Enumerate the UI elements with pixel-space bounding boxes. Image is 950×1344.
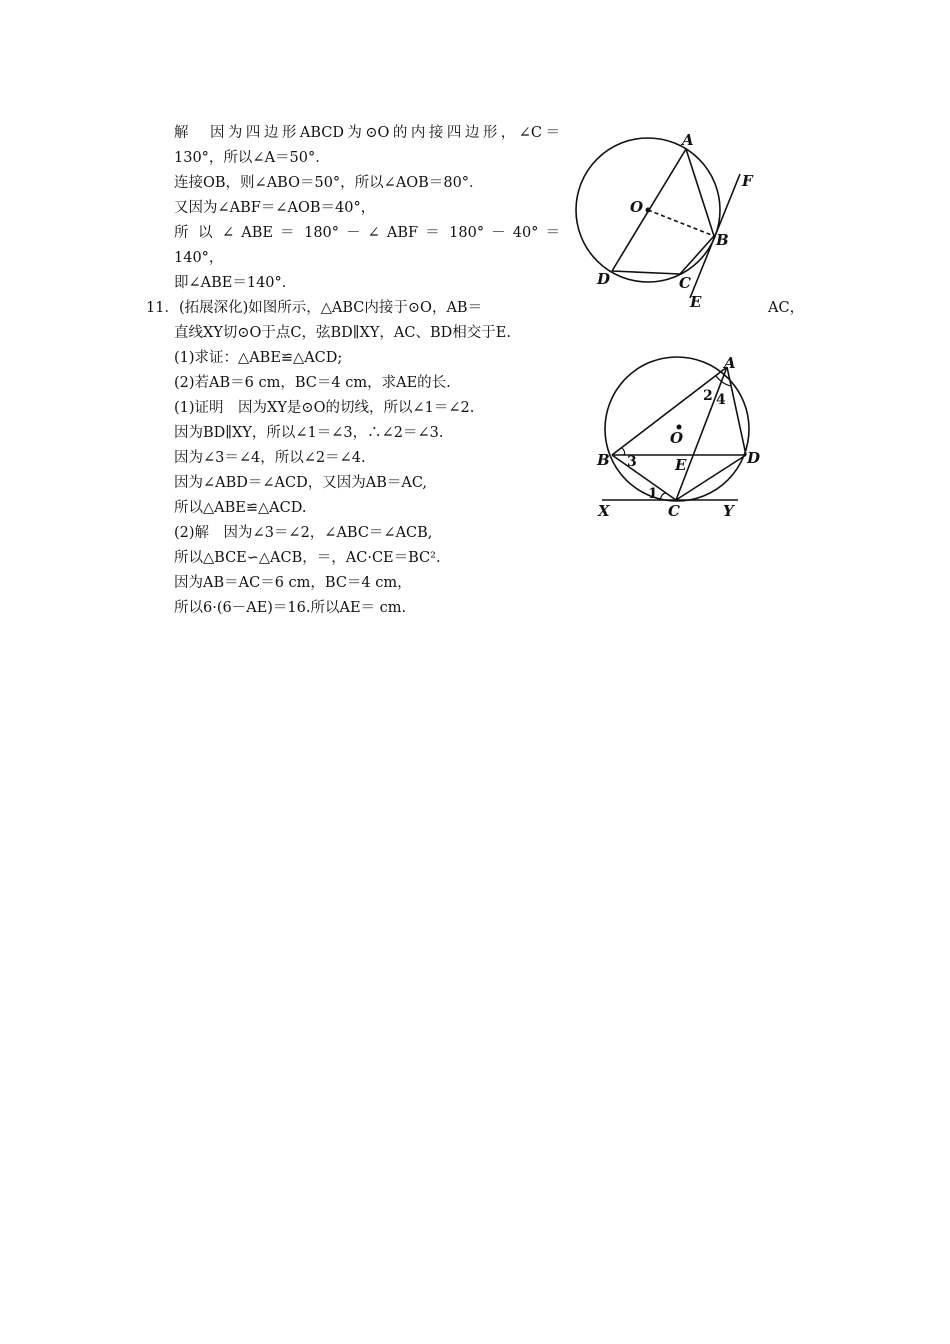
problem-11-trailing: AC， <box>768 300 805 316</box>
proof-line: 所以6·(6－AE)＝16.所以AE＝ cm. <box>174 600 407 616</box>
label-b2: B <box>597 451 610 469</box>
solution-line: 140°， <box>174 250 224 266</box>
proof-line: (1)证明 因为XY是⊙O的切线，所以∠1＝∠2. <box>174 400 475 416</box>
label-c2: C <box>668 502 680 520</box>
angle-label-2: 2 <box>703 388 713 404</box>
label-o: O <box>630 198 644 216</box>
angle-arc-b <box>622 448 625 455</box>
proof-line: 所以△ABE≌△ACD. <box>174 500 307 516</box>
label-d2: D <box>747 449 761 467</box>
proof-line: 因为BD∥XY，所以∠1＝∠3，∴∠2＝∠3. <box>174 425 444 441</box>
label-e2: E <box>675 456 687 474</box>
proof-line: 因为∠ABD＝∠ACD，又因为AB＝AC, <box>174 475 428 491</box>
proof-line: (2)若AB＝6 cm，BC＝4 cm，求AE的长. <box>174 375 451 391</box>
label-y: Y <box>723 502 734 520</box>
solution-line: 130°，所以∠A＝50°． <box>174 150 330 166</box>
label-d: D <box>597 270 611 288</box>
angle-label-4: 4 <box>716 392 726 408</box>
segment-ad2 <box>727 367 746 455</box>
proof-line: (2)解 因为∠3＝∠2，∠ABC＝∠ACB, <box>174 525 433 541</box>
label-c: C <box>679 274 691 292</box>
problem-11-line2: 直线XY切⊙O于点C，弦BD∥XY，AC、BD相交于E. <box>174 325 511 341</box>
label-x: X <box>598 502 610 520</box>
angle-label-3: 3 <box>627 454 637 470</box>
label-f: F <box>742 172 753 190</box>
proof-line: 因为AB＝AC＝6 cm，BC＝4 cm， <box>174 575 412 591</box>
proof-line: (1)求证：△ABE≌△ACD; <box>174 350 343 366</box>
label-a: A <box>682 131 694 149</box>
angle-label-1: 1 <box>648 486 658 502</box>
solution-line: 所 以 ∠ ABE ＝ 180° － ∠ ABF ＝ 180° － 40° ＝ <box>174 225 560 241</box>
label-a2: A <box>724 354 736 372</box>
label-o2: O <box>670 429 684 447</box>
label-e: E <box>690 293 702 311</box>
solution-line: 连接OB，则∠ABO＝50°，所以∠AOB＝80°． <box>174 175 484 191</box>
problem-11-line1: 11．(拓展深化)如图所示，△ABC内接于⊙O，AB＝ <box>146 300 483 316</box>
proof-line: 因为∠3＝∠4，所以∠2＝∠4. <box>174 450 366 466</box>
solution-line: 又因为∠ABF＝∠AOB＝40°， <box>174 200 376 216</box>
label-b: B <box>716 231 729 249</box>
solution-line: 即∠ABE＝140°． <box>174 275 297 291</box>
proof-line: 所以△BCE∽△ACB，＝，AC·CE＝BC². <box>174 550 441 566</box>
solution-line: 解 因为四边形ABCD为⊙O的内接四边形，∠C＝ <box>174 125 560 141</box>
